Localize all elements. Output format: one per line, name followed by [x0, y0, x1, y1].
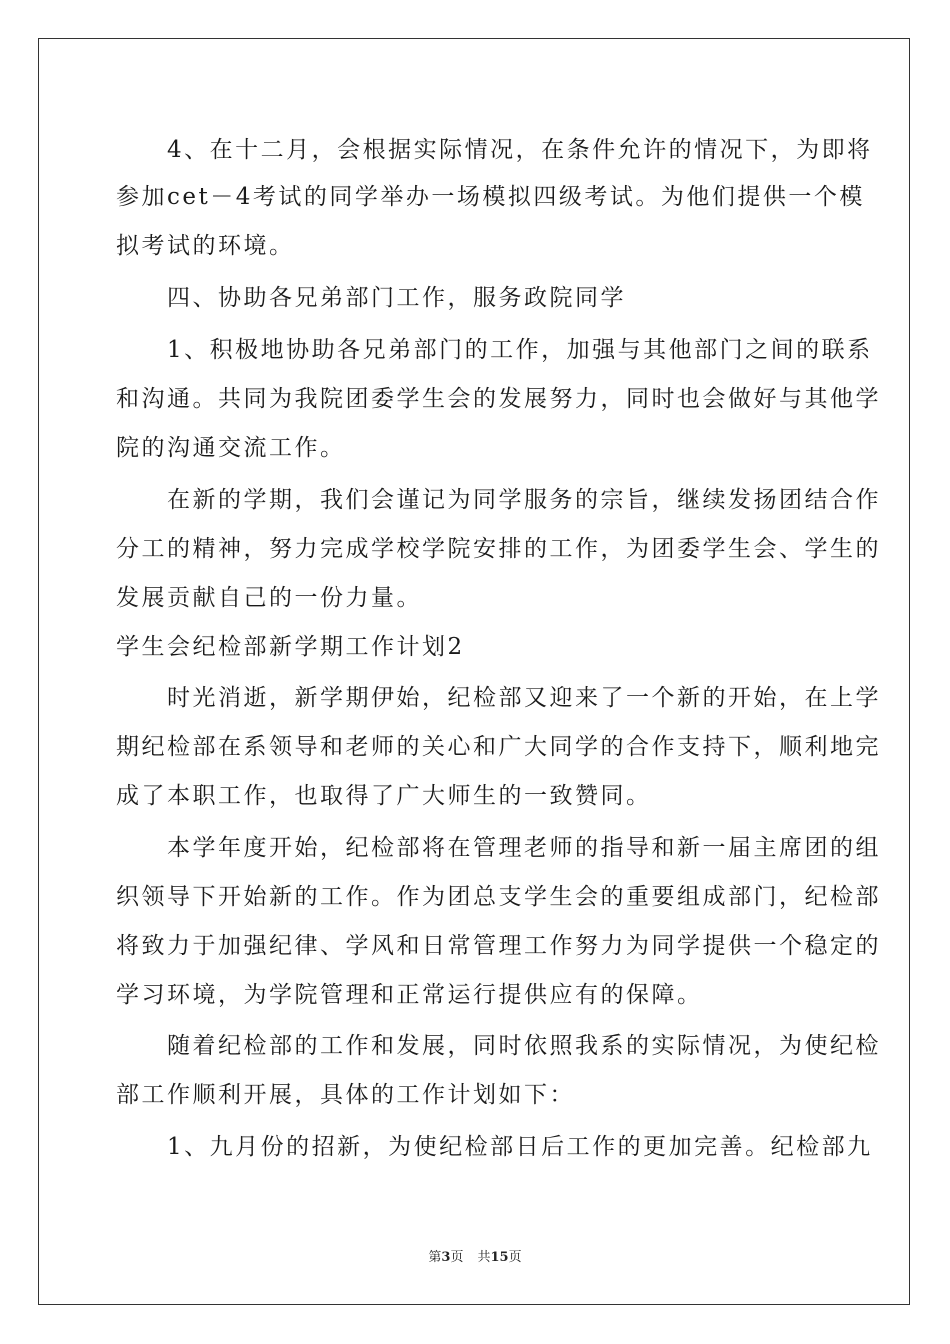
total-prefix: 共: [477, 1250, 491, 1265]
text-line: 期纪检部在系领导和老师的关心和广大同学的合作支持下，顺利地完: [116, 734, 881, 760]
text-line: 在新的学期，我们会谨记为同学服务的宗旨，继续发扬团结合作: [116, 487, 881, 513]
page-footer: [0, 1246, 950, 1265]
text-line: 本学年度开始，纪检部将在管理老师的指导和新一届主席团的组: [116, 835, 881, 861]
document-title: 学生会纪检部新学期工作计划2: [116, 634, 465, 660]
text-line: 和沟通。共同为我院团委学生会的发展努力，同时也会做好与其他学: [116, 386, 881, 412]
text-line: 时光消逝，新学期伊始，纪检部又迎来了一个新的开始，在上学: [116, 685, 881, 711]
text-line: 拟考试的环境。: [116, 233, 295, 259]
text-line: 织领导下开始新的工作。作为团总支学生会的重要组成部门，纪检部: [116, 884, 881, 910]
text-line: 随着纪检部的工作和发展，同时依照我系的实际情况，为使纪检: [116, 1033, 881, 1059]
text-line: 部工作顺利开展，具体的工作计划如下：: [116, 1082, 575, 1108]
text-line: 院的沟通交流工作。: [116, 435, 346, 461]
text-line: 成了本职工作，也取得了广大师生的一致赞同。: [116, 783, 652, 809]
text-line: 学习环境，为学院管理和正常运行提供应有的保障。: [116, 982, 703, 1008]
text-line: 将致力于加强纪律、学风和日常管理工作努力为同学提供一个稳定的: [116, 933, 881, 959]
total-pages: 15: [490, 1250, 509, 1265]
section-heading: 四、协助各兄弟部门工作，服务政院同学: [116, 285, 626, 311]
page-suffix: 页: [450, 1250, 464, 1265]
text-line: 参加cet－4考试的同学举办一场模拟四级考试。为他们提供一个模: [116, 184, 865, 210]
text-line: 4、在十二月，会根据实际情况，在条件允许的情况下，为即将: [116, 137, 873, 163]
text-line: 发展贡献自己的一份力量。: [116, 585, 422, 611]
total-suffix: 页: [508, 1250, 522, 1265]
text-line: 1、积极地协助各兄弟部门的工作，加强与其他部门之间的联系: [116, 337, 873, 363]
text-line: 分工的精神，努力完成学校学院安排的工作，为团委学生会、学生的: [116, 536, 881, 562]
text-line: 1、九月份的招新，为使纪检部日后工作的更加完善。纪检部九: [116, 1134, 873, 1160]
page-prefix: 第: [428, 1250, 442, 1265]
page-current: 3: [441, 1250, 451, 1265]
